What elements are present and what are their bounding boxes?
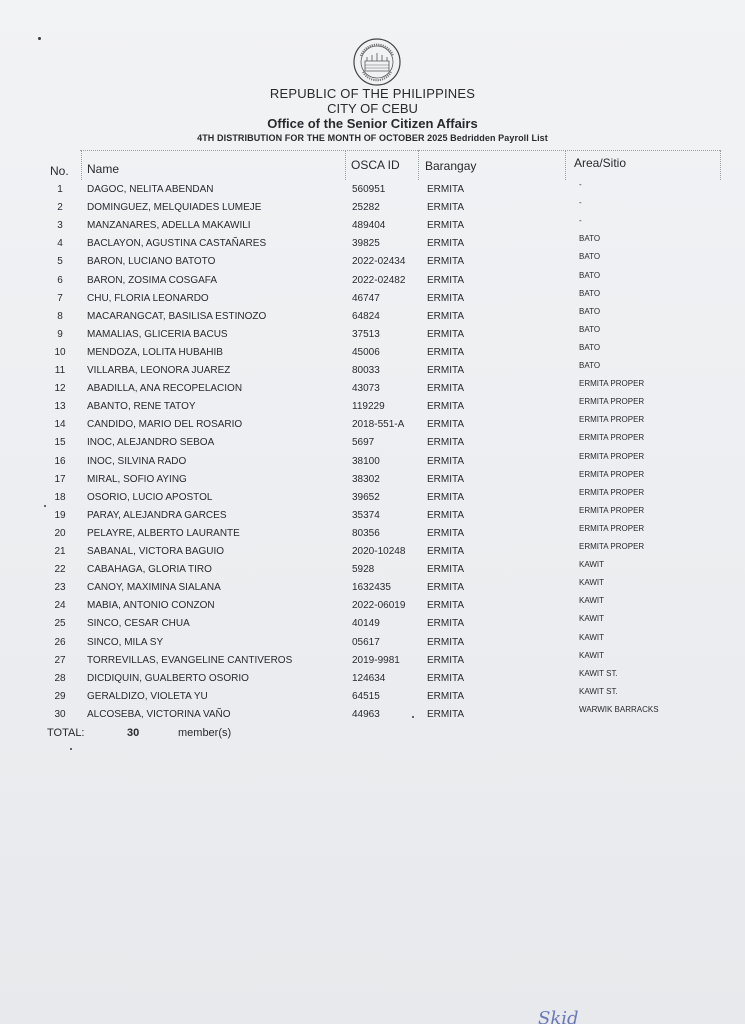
row-number: 7 bbox=[57, 292, 63, 304]
row-barangay: ERMITA bbox=[427, 509, 465, 521]
row-number: 11 bbox=[54, 365, 66, 376]
row-osca-id: 64824 bbox=[352, 310, 380, 322]
row-area: ERMITA PROPER bbox=[579, 415, 645, 425]
table-row bbox=[0, 180, 745, 202]
row-name: PARAY, ALEJANDRA GARCES bbox=[87, 509, 227, 521]
row-osca-id: 119229 bbox=[352, 401, 385, 413]
row-barangay: ERMITA bbox=[427, 310, 465, 322]
row-name: INOC, SILVINA RADO bbox=[87, 455, 187, 467]
row-osca-id: 124634 bbox=[352, 672, 386, 684]
row-name: SINCO, MILA SY bbox=[87, 636, 164, 648]
table-row bbox=[0, 324, 745, 347]
row-barangay: ERMITA bbox=[427, 473, 465, 485]
table-row bbox=[0, 632, 745, 655]
row-area: ERMITA PROPER bbox=[579, 487, 645, 497]
row-area: ERMITA PROPER bbox=[579, 379, 645, 389]
row-name: GERALDIZO, VIOLETA YU bbox=[87, 690, 208, 702]
row-number: 4 bbox=[57, 238, 63, 250]
table-row bbox=[0, 234, 745, 256]
row-name: OSORIO, LUCIO APOSTOL bbox=[87, 491, 213, 503]
row-barangay: ERMITA bbox=[427, 708, 465, 720]
row-barangay: ERMITA bbox=[427, 618, 465, 630]
row-barangay: ERMITA bbox=[427, 690, 465, 702]
row-osca-id: 2022-06019 bbox=[352, 600, 406, 612]
row-area: KAWIT ST. bbox=[579, 668, 618, 678]
row-name: VILLARBA, LEONORA JUAREZ bbox=[87, 365, 231, 376]
row-area: WARWIK BARRACKS bbox=[579, 704, 659, 714]
column-osca-id: OSCA ID bbox=[351, 158, 400, 172]
row-area: KAWIT ST. bbox=[579, 686, 618, 696]
row-barangay: ERMITA bbox=[427, 636, 465, 648]
row-osca-id: 2018-551-A bbox=[352, 419, 405, 431]
row-number: 8 bbox=[57, 310, 63, 322]
row-barangay: ERMITA bbox=[427, 455, 465, 467]
row-area: BATO bbox=[579, 342, 601, 352]
row-osca-id: 2022-02482 bbox=[352, 274, 406, 286]
table-row bbox=[0, 614, 745, 636]
row-area: ERMITA PROPER bbox=[579, 505, 645, 515]
row-number: 24 bbox=[54, 600, 66, 612]
row-area: BATO bbox=[579, 306, 601, 316]
row-osca-id: 25282 bbox=[352, 202, 380, 214]
row-number: 23 bbox=[54, 582, 66, 594]
speck bbox=[412, 716, 414, 718]
table-row bbox=[0, 252, 745, 274]
row-osca-id: 80356 bbox=[352, 527, 380, 539]
row-name: MENDOZA, LOLITA HUBAHIB bbox=[87, 346, 223, 358]
row-number: 28 bbox=[54, 672, 66, 684]
row-number: 25 bbox=[54, 618, 66, 630]
row-number: 12 bbox=[54, 383, 66, 395]
row-number: 3 bbox=[57, 220, 63, 232]
table-row bbox=[0, 596, 745, 618]
row-number: 5 bbox=[57, 256, 63, 268]
row-area: - bbox=[579, 180, 582, 189]
row-area: BATO bbox=[579, 361, 601, 370]
column-no: No. bbox=[50, 164, 69, 178]
row-area: ERMITA PROPER bbox=[579, 469, 645, 479]
table-row bbox=[0, 542, 745, 564]
table-row bbox=[0, 306, 745, 329]
row-name: MAMALIAS, GLICERIA BACUS bbox=[87, 328, 228, 340]
row-barangay: ERMITA bbox=[427, 437, 465, 449]
row-area: BATO bbox=[579, 234, 601, 244]
table-header bbox=[40, 150, 720, 182]
row-name: MIRAL, SOFIO AYING bbox=[87, 473, 187, 485]
total-unit: member(s) bbox=[178, 727, 232, 739]
row-osca-id: 2022-02434 bbox=[352, 256, 406, 268]
speck bbox=[38, 37, 41, 40]
row-barangay: ERMITA bbox=[427, 292, 465, 304]
row-name: CANDIDO, MARIO DEL ROSARIO bbox=[87, 419, 243, 431]
row-area: BATO bbox=[579, 270, 601, 280]
row-number: 10 bbox=[54, 346, 66, 358]
row-area: KAWIT bbox=[579, 632, 605, 642]
row-area: BATO bbox=[579, 288, 601, 298]
row-area: KAWIT bbox=[579, 560, 605, 570]
row-number: 14 bbox=[54, 419, 66, 431]
row-barangay: ERMITA bbox=[427, 600, 465, 612]
row-osca-id: 40149 bbox=[352, 618, 380, 630]
row-osca-id: 560951 bbox=[352, 184, 386, 195]
row-barangay: ERMITA bbox=[427, 546, 465, 557]
row-barangay: ERMITA bbox=[427, 527, 465, 539]
row-barangay: ERMITA bbox=[427, 383, 465, 395]
row-barangay: ERMITA bbox=[427, 184, 465, 195]
row-osca-id: 39652 bbox=[352, 491, 380, 503]
row-name: DOMINGUEZ, MELQUIADES LUMEJE bbox=[87, 202, 262, 214]
row-osca-id: 45006 bbox=[352, 346, 380, 358]
row-area: BATO bbox=[579, 252, 601, 262]
row-area: ERMITA PROPER bbox=[579, 433, 645, 443]
table-row bbox=[0, 704, 745, 727]
row-osca-id: 80033 bbox=[352, 365, 380, 376]
row-barangay: ERMITA bbox=[427, 202, 465, 214]
row-name: CHU, FLORIA LEONARDO bbox=[87, 292, 209, 304]
row-area: KAWIT bbox=[579, 614, 605, 624]
official-seal-icon bbox=[352, 37, 402, 87]
row-number: 13 bbox=[54, 401, 66, 413]
row-barangay: ERMITA bbox=[427, 672, 465, 684]
row-area: ERMITA PROPER bbox=[579, 451, 645, 461]
row-name: MANZANARES, ADELLA MAKAWILI bbox=[87, 220, 251, 232]
row-area: BATO bbox=[579, 324, 601, 334]
row-area: KAWIT bbox=[579, 650, 605, 660]
row-barangay: ERMITA bbox=[427, 401, 465, 413]
row-area: ERMITA PROPER bbox=[579, 523, 645, 533]
table-row bbox=[0, 578, 745, 600]
row-name: CABAHAGA, GLORIA TIRO bbox=[87, 564, 212, 576]
row-osca-id: 1632435 bbox=[352, 582, 391, 594]
row-name: MACARANGCAT, BASILISA ESTINOZO bbox=[87, 310, 267, 322]
row-number: 22 bbox=[54, 564, 66, 576]
row-area: ERMITA PROPER bbox=[579, 397, 645, 407]
header-republic: REPUBLIC OF THE PHILIPPINES bbox=[269, 86, 476, 101]
header-subtitle: 4TH DISTRIBUTION FOR THE MONTH OF OCTOBER 2025 Bedridden Payroll List bbox=[197, 133, 548, 143]
speck bbox=[70, 748, 72, 750]
row-number: 29 bbox=[54, 690, 66, 702]
row-osca-id: 44963 bbox=[352, 708, 380, 720]
row-osca-id: 489404 bbox=[352, 220, 386, 232]
row-name: ABADILLA, ANA RECOPELACION bbox=[87, 383, 243, 395]
row-name: PELAYRE, ALBERTO LAURANTE bbox=[87, 527, 240, 539]
row-osca-id: 43073 bbox=[352, 383, 380, 395]
row-name: INOC, ALEJANDRO SEBOA bbox=[87, 437, 215, 449]
column-name: Name bbox=[87, 162, 120, 176]
row-name: MABIA, ANTONIO CONZON bbox=[87, 600, 215, 612]
row-barangay: ERMITA bbox=[427, 238, 465, 250]
table-row bbox=[0, 342, 745, 365]
row-osca-id: 2019-9981 bbox=[352, 654, 400, 666]
row-name: TORREVILLAS, EVANGELINE CANTIVEROS bbox=[87, 654, 293, 666]
row-osca-id: 38100 bbox=[352, 455, 380, 467]
row-osca-id: 39825 bbox=[352, 238, 380, 250]
table-row bbox=[0, 668, 745, 691]
row-name: DAGOC, NELITA ABENDAN bbox=[87, 184, 214, 195]
row-barangay: ERMITA bbox=[427, 274, 465, 286]
row-area: - bbox=[579, 198, 582, 208]
row-osca-id: 64515 bbox=[352, 690, 380, 702]
table-row bbox=[0, 270, 745, 293]
row-number: 21 bbox=[54, 546, 66, 557]
row-number: 17 bbox=[54, 473, 66, 485]
row-barangay: ERMITA bbox=[427, 582, 465, 594]
row-osca-id: 38302 bbox=[352, 473, 380, 485]
total-count: 30 bbox=[127, 727, 140, 739]
row-area: KAWIT bbox=[579, 578, 605, 588]
row-barangay: ERMITA bbox=[427, 328, 465, 340]
column-barangay: Barangay bbox=[425, 159, 477, 173]
row-number: 16 bbox=[54, 455, 66, 467]
row-osca-id: 05617 bbox=[352, 636, 380, 648]
row-number: 20 bbox=[54, 527, 66, 539]
row-number: 26 bbox=[54, 636, 66, 648]
row-osca-id: 2020-10248 bbox=[352, 546, 406, 557]
row-barangay: ERMITA bbox=[427, 654, 465, 666]
row-barangay: ERMITA bbox=[427, 220, 465, 232]
row-number: 6 bbox=[57, 274, 63, 286]
row-name: SABANAL, VICTORA BAGUIO bbox=[87, 546, 225, 557]
row-barangay: ERMITA bbox=[427, 564, 465, 576]
row-osca-id: 5697 bbox=[352, 437, 375, 449]
table-row bbox=[0, 198, 745, 220]
row-number: 2 bbox=[57, 202, 63, 214]
handwritten-annotation: Skid bbox=[538, 1008, 579, 1024]
row-number: 15 bbox=[54, 437, 66, 449]
row-name: BARON, ZOSIMA COSGAFA bbox=[87, 274, 218, 286]
row-number: 30 bbox=[54, 708, 66, 720]
row-number: 27 bbox=[54, 654, 66, 666]
row-area: KAWIT bbox=[579, 596, 605, 606]
row-name: DICDIQUIN, GUALBERTO OSORIO bbox=[87, 672, 249, 684]
row-barangay: ERMITA bbox=[427, 346, 465, 358]
table-row bbox=[0, 650, 745, 673]
row-name: ALCOSEBA, VICTORINA VAÑO bbox=[87, 708, 231, 720]
row-area: - bbox=[579, 216, 582, 226]
row-barangay: ERMITA bbox=[427, 419, 465, 431]
table-row bbox=[0, 560, 745, 582]
header-office: Office of the Senior Citizen Affairs bbox=[267, 116, 478, 131]
table-row bbox=[0, 216, 745, 238]
row-number: 19 bbox=[54, 509, 66, 521]
row-number: 9 bbox=[57, 328, 63, 340]
row-name: CANOY, MAXIMINA SIALANA bbox=[87, 582, 221, 594]
row-barangay: ERMITA bbox=[427, 256, 465, 268]
row-osca-id: 5928 bbox=[352, 564, 375, 576]
speck bbox=[44, 505, 46, 507]
row-area: ERMITA PROPER bbox=[579, 542, 645, 551]
row-number: 1 bbox=[57, 184, 63, 195]
row-osca-id: 46747 bbox=[352, 292, 380, 304]
row-barangay: ERMITA bbox=[427, 365, 465, 376]
column-area: Area/Sitio bbox=[574, 156, 627, 170]
table-row bbox=[0, 288, 745, 311]
row-name: BARON, LUCIANO BATOTO bbox=[87, 256, 216, 268]
row-osca-id: 37513 bbox=[352, 328, 380, 340]
row-barangay: ERMITA bbox=[427, 491, 465, 503]
row-name: ABANTO, RENE TATOY bbox=[87, 401, 196, 413]
row-osca-id: 35374 bbox=[352, 509, 380, 521]
header-city: CITY OF CEBU bbox=[327, 101, 418, 116]
row-number: 18 bbox=[54, 491, 66, 503]
row-name: SINCO, CESAR CHUA bbox=[87, 618, 190, 630]
total-label: TOTAL: bbox=[47, 727, 85, 739]
row-name: BACLAYON, AGUSTINA CASTAÑARES bbox=[87, 238, 267, 250]
